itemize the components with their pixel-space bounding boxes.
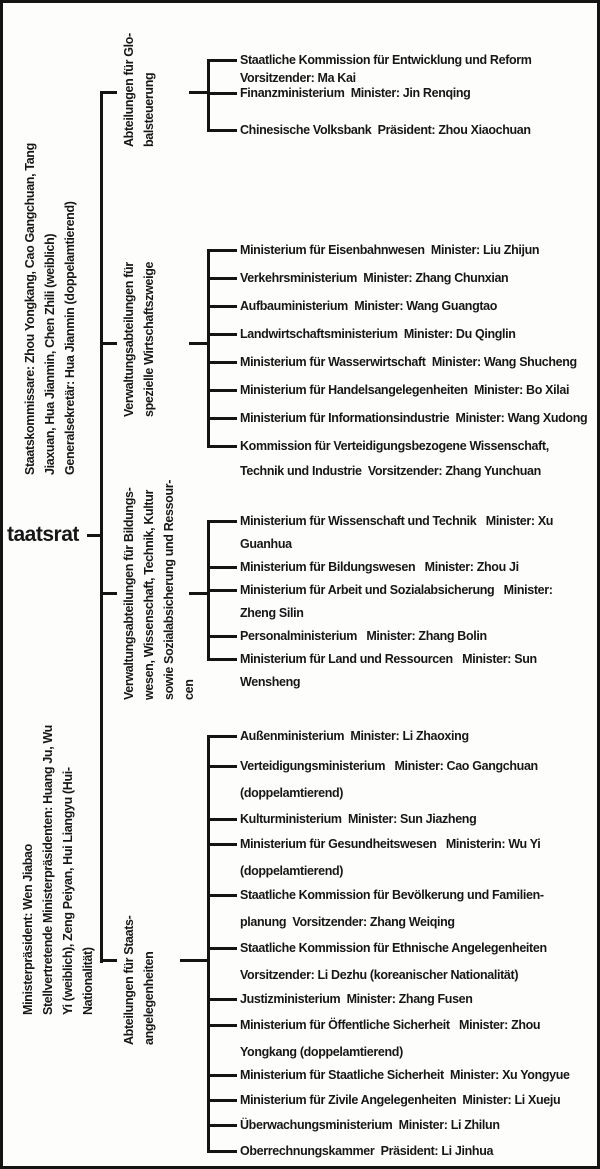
item-tick-line	[207, 589, 237, 592]
item-line: planung Vorsitzender: Zhang Weiqing	[240, 915, 455, 929]
item-line: Ministerium für Öffentliche Sicherheit Minister: Zhou	[240, 1018, 541, 1032]
item-tick-line	[207, 1074, 237, 1077]
item-tick-line	[207, 1124, 237, 1127]
item-tick-line	[207, 566, 237, 569]
item-tick-line	[207, 305, 237, 308]
branch-bracket-line	[207, 59, 210, 132]
item-line: Kulturministerium Minister: Sun Jiazheng	[240, 812, 477, 826]
item-tick-line	[207, 843, 237, 846]
side-note-line: Generalsekretär: Hua Jianmin (doppelamtierend)	[63, 201, 77, 475]
item-tick-line	[207, 894, 237, 897]
item-tick-line	[207, 1150, 237, 1153]
item-tick-line	[207, 520, 237, 523]
branch-label	[119, 5, 163, 147]
item-tick-line	[207, 277, 237, 280]
item-line: Verkehrsministerium Minister: Zhang Chunxian	[240, 271, 509, 285]
branch-label-line: wesen, Wissenschaft, Technik, Kultur	[142, 489, 156, 700]
item-line: Staatliche Kommission für Entwicklung und Reform	[240, 53, 532, 67]
branch-label	[119, 450, 201, 700]
item-line: Oberrechnungskammer Präsident: Li Jinhua	[240, 1144, 494, 1158]
side-note-line: Stellvertretende Ministerpräsidenten: Huang Ju, Wu	[41, 725, 55, 1015]
side-note-line: Jiaxuan, Hua Jianmin, Chen Zhili (weiblich)	[43, 233, 57, 475]
branch-label-line: Verwaltungsabteilungen für Bildungs-	[122, 487, 136, 700]
side-note-line: Ministerpräsident: Wen Jiabao	[21, 844, 35, 1015]
item-line: Personalministerium Minister: Zhang Bolin	[240, 629, 487, 643]
branch-label-line: sowie Sozialabsicherung und Ressour-	[162, 479, 176, 700]
spine-branch-tick	[100, 959, 117, 962]
item-tick-line	[207, 445, 237, 448]
item-line: Ministerium für Land und Ressourcen Minister: Sun	[240, 652, 537, 666]
item-line: Ministerium für Bildungswesen Minister: Zhou Ji	[240, 560, 519, 574]
item-tick-line	[207, 249, 237, 252]
item-tick-line	[207, 59, 237, 62]
item-line: Zheng Silin	[240, 606, 304, 620]
item-line: Ministerium für Informationsindustrie Minister: Wang Xudong	[240, 411, 588, 425]
branch-label	[119, 892, 163, 1045]
item-line: Ministerium für Handelsangelegenheiten Minister: Bo Xilai	[240, 383, 570, 397]
item-line: Ministerium für Eisenbahnwesen Minister: Liu Zhijun	[240, 243, 540, 257]
item-line: Vorsitzender: Li Dezhu (koreanischer Nationalität)	[240, 968, 519, 982]
item-line: Ministerium für Arbeit und Sozialabsicherung Minister:	[240, 583, 553, 597]
branch-label-line: Abteilungen für Staats-	[122, 915, 136, 1045]
item-line: Ministerium für Staatliche Sicherheit Minister: Xu Yongyue	[240, 1068, 570, 1082]
side-note-line: Staatskommissare: Zhou Yongkang, Cao Gangchuan, Tang	[23, 143, 37, 475]
item-tick-line	[207, 417, 237, 420]
branch-label-line: cen	[182, 679, 196, 700]
spine-branch-tick	[100, 592, 117, 595]
item-tick-line	[207, 658, 237, 661]
item-line: Ministerium für Gesundheitswesen Ministerin: Wu Yi	[240, 837, 541, 851]
item-line: Technik und Industrie Vorsitzender: Zhang Yunchuan	[240, 464, 541, 478]
item-line: Staatliche Kommission für Bevölkerung und Familien-	[240, 888, 544, 902]
item-line: Finanzministerium Minister: Jin Renqing	[240, 86, 471, 100]
item-line: Justizministerium Minister: Zhang Fusen	[240, 992, 473, 1006]
branch-connector-line	[180, 959, 210, 962]
item-line: Verteidigungsministerium Minister: Cao Gangchuan	[240, 759, 538, 773]
branch-bracket-line	[207, 735, 210, 1153]
spine-branch-tick	[100, 91, 117, 94]
branch-label-line: balsteuerung	[142, 72, 156, 147]
item-line: Ministerium für Wissenschaft und Technik Minister: Xu	[240, 514, 554, 528]
item-line: Landwirtschaftsministerium Minister: Du Qinglin	[240, 327, 516, 341]
branch-label-line: Abteilungen für Glo-	[122, 33, 136, 147]
item-line: Überwachungsministerium Minister: Li Zhilun	[240, 1118, 500, 1132]
spine-branch-tick	[100, 342, 117, 345]
item-tick-line	[207, 92, 237, 95]
item-tick-line	[207, 333, 237, 336]
side-note-line: Nationalität)	[81, 947, 95, 1015]
item-line: Yongkang (doppelamtierend)	[240, 1045, 403, 1059]
branch-label	[119, 227, 163, 417]
side-note-line: Yi (weiblich), Zeng Peiyan, Hui Liangyu (Hui-	[61, 767, 75, 1015]
item-line: (doppelamtierend)	[240, 786, 344, 800]
item-line: Kommission für Verteidigungsbezogene Wissenschaft,	[240, 439, 549, 453]
item-tick-line	[207, 1024, 237, 1027]
item-line: Wensheng	[240, 675, 301, 689]
item-line: Ministerium für Wasserwirtschaft Minister: Wang Shucheng	[240, 355, 577, 369]
item-line: Guanhua	[240, 537, 292, 551]
item-line: Chinesische Volksbank Präsident: Zhou Xiaochuan	[240, 123, 531, 137]
item-tick-line	[207, 735, 237, 738]
item-tick-line	[207, 998, 237, 1001]
item-tick-line	[207, 947, 237, 950]
branch-label-line: spezielle Wirtschaftszweige	[142, 261, 156, 417]
item-tick-line	[207, 1099, 237, 1102]
main-spine-line	[100, 91, 103, 963]
org-root-label: taatsrat	[7, 523, 79, 546]
item-tick-line	[207, 765, 237, 768]
item-line: (doppelamtierend)	[240, 864, 344, 878]
item-tick-line	[207, 635, 237, 638]
item-tick-line	[207, 389, 237, 392]
side-note	[20, 85, 82, 475]
branch-label-line: Verwaltungsabteilungen für	[122, 262, 136, 417]
item-line: Außenministerium Minister: Li Zhaoxing	[240, 729, 469, 743]
item-line: Ministerium für Zivile Angelegenheiten Minister: Li Xueju	[240, 1093, 561, 1107]
branch-label-line: angelegenheiten	[142, 951, 156, 1045]
item-line: Vorsitzender: Ma Kai	[240, 71, 356, 85]
item-tick-line	[207, 818, 237, 821]
item-tick-line	[207, 129, 237, 132]
item-tick-line	[207, 361, 237, 364]
item-line: Staatliche Kommission für Ethnische Angelegenheiten	[240, 941, 547, 955]
item-line: Aufbauministerium Minister: Wang Guangtao	[240, 299, 498, 313]
side-note	[18, 557, 98, 1015]
